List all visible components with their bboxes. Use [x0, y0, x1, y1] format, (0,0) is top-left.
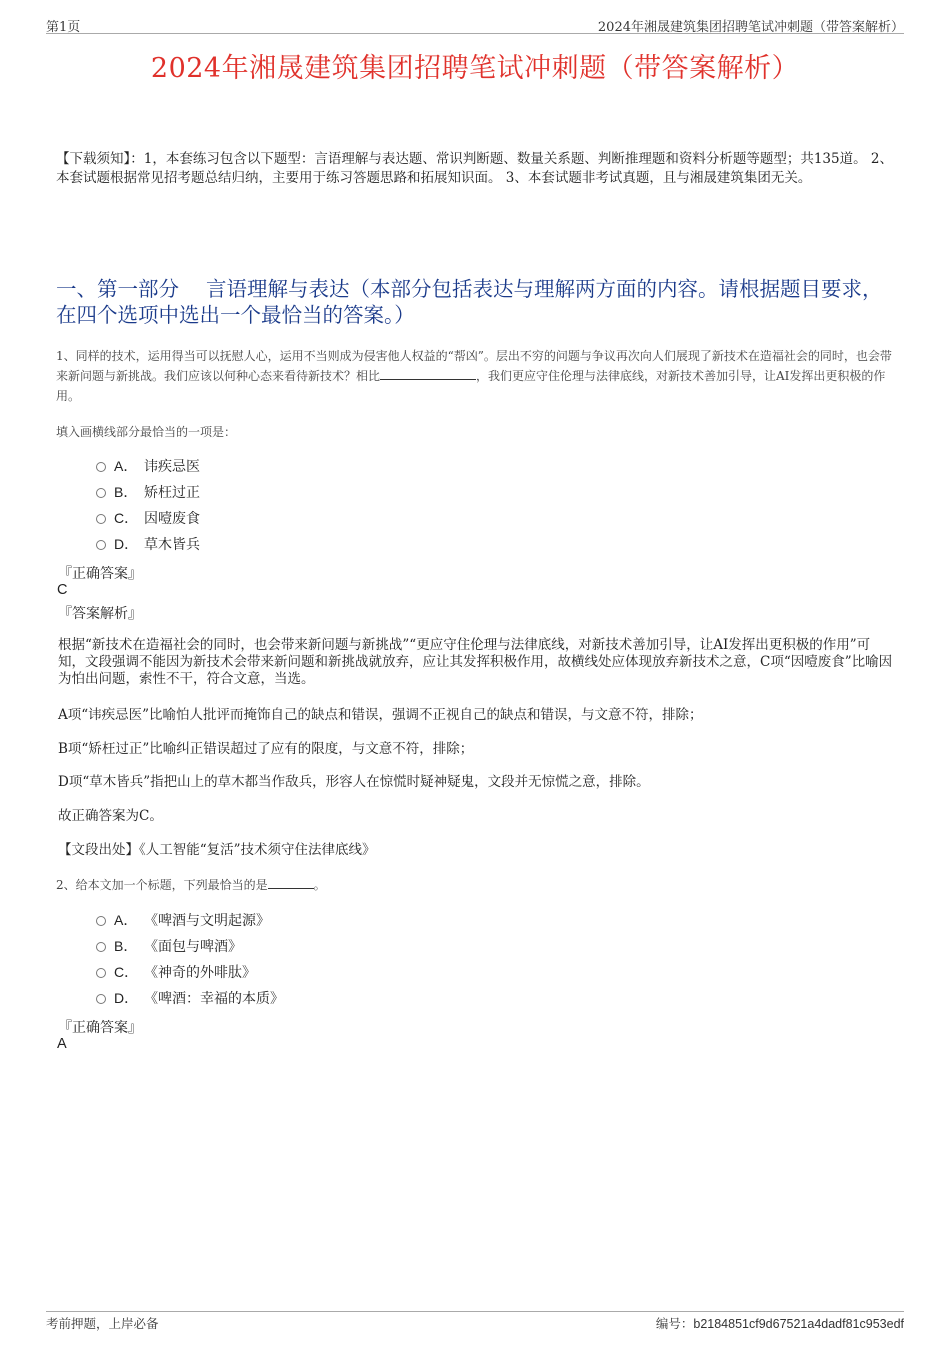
question-1-text: [56, 346, 898, 406]
question-1-blank: [380, 367, 476, 380]
question-1-answer-label: 『正确答案』: [58, 566, 142, 582]
question-2-text-after: 。: [313, 878, 326, 892]
question-2-answer-label: 『正确答案』: [58, 1020, 142, 1036]
question-1-option-d[interactable]: D． 草木皆兵: [96, 534, 200, 554]
question-1-analysis-main: 根据“新技术在造福社会的同时，也会带来新问题与新挑战”“更应守住伦理与法律底线，对新技术善加引导，让AI发挥出更积极的作用”可知，文段强调不能因为新技术会带来新问题和新挑战就放弃，应让其发挥积极作用，故横线处应体现放弃新技术之意，C项“因噎废食”比喻因为怕出问题，索性不干，符合文意，当选。: [58, 637, 893, 687]
question-2-answer: A: [57, 1036, 67, 1052]
header-doc-title: 2024年湘晟建筑集团招聘笔试冲刺题（带答案解析）: [597, 20, 904, 35]
radio-icon[interactable]: [96, 916, 106, 926]
radio-icon[interactable]: [96, 488, 106, 498]
footer-divider: [46, 1311, 904, 1312]
question-1-option-a[interactable]: A． 讳疾忌医: [96, 456, 200, 476]
radio-icon[interactable]: [96, 462, 106, 472]
page-title: 2024年湘晟建筑集团招聘笔试冲刺题（带答案解析）: [150, 53, 800, 84]
question-1-answer: C: [57, 582, 68, 598]
question-1-source: 【文段出处】《人工智能“复活”技术须守住法律底线》: [58, 842, 376, 858]
footer-code-label: 编号：: [655, 1316, 694, 1331]
question-1-option-b[interactable]: B． 矫枉过正: [96, 482, 200, 502]
question-1-option-c[interactable]: C． 因噎废食: [96, 508, 200, 528]
section-heading: 一、第一部分 言语理解与表达（本部分包括表达与理解两方面的内容。请根据题目要求，在四个选项中选出一个最恰当的答案。）: [56, 277, 883, 327]
radio-icon[interactable]: [96, 994, 106, 1004]
radio-icon[interactable]: [96, 514, 106, 524]
radio-icon[interactable]: [96, 540, 106, 550]
question-1-instruction: 填入画横线部分最恰当的一项是：: [56, 425, 237, 439]
radio-icon[interactable]: [96, 968, 106, 978]
question-1-analysis-label: 『答案解析』: [58, 606, 142, 622]
question-2-option-d[interactable]: D． 《啤酒：幸福的本质》: [96, 988, 284, 1008]
download-notice: 【下载须知】：1，本套练习包含以下题型：言语理解与表达题、常识判断题、数量关系题、判断推理题和资料分析题等题型；共135道。 2、本套试题根据常见招考题总结归纳，主要用于练习答题思路和拓展知识面。 3、本套试题非考试真题，且与湘晟建筑集团无关。: [56, 151, 893, 186]
question-1-text-after: ，我们更应守住伦理与法律底线，对新技术善加引导，让AI发挥出更积极的作用。: [56, 369, 886, 403]
footer-code-value: b2184851cf9d67521a4dadf81c953edf: [693, 1317, 904, 1331]
question-2-text: [56, 875, 898, 895]
footer-code: [656, 1314, 904, 1332]
question-1-analysis-d: D项“草木皆兵”指把山上的草木都当作敌兵，形容人在惊慌时疑神疑鬼，文段并无惊慌之意，排除。: [58, 774, 650, 790]
radio-icon[interactable]: [96, 942, 106, 952]
header-page-label: 第1页: [46, 20, 81, 35]
question-1-text-before: 1、同样的技术，运用得当可以抚慰人心，运用不当则成为侵害他人权益的“帮凶”。层出不穷的问题与争议再次向人们展现了新技术在造福社会的同时，也会带来新问题与新挑战。我们应该以何种心态来看待新技术？相比: [56, 349, 892, 383]
question-2-option-b[interactable]: B． 《面包与啤酒》: [96, 936, 242, 956]
question-2-blank: [268, 876, 314, 889]
header-divider: [46, 33, 904, 34]
question-2-text-before: 2、给本文加一个标题，下列最恰当的是: [56, 878, 268, 892]
question-2-option-a[interactable]: A． 《啤酒与文明起源》: [96, 910, 270, 930]
question-2-option-c[interactable]: C． 《神奇的外啡肽》: [96, 962, 256, 982]
question-1-conclusion: 故正确答案为C。: [58, 808, 163, 824]
question-1-analysis-a: A项“讳疾忌医”比喻怕人批评而掩饰自己的缺点和错误，强调不正视自己的缺点和错误，与文意不符，排除；: [58, 707, 703, 723]
question-1-analysis-b: B项“矫枉过正”比喻纠正错误超过了应有的限度，与文意不符，排除；: [58, 741, 474, 757]
footer-slogan: 考前押题，上岸必备: [46, 1316, 159, 1331]
